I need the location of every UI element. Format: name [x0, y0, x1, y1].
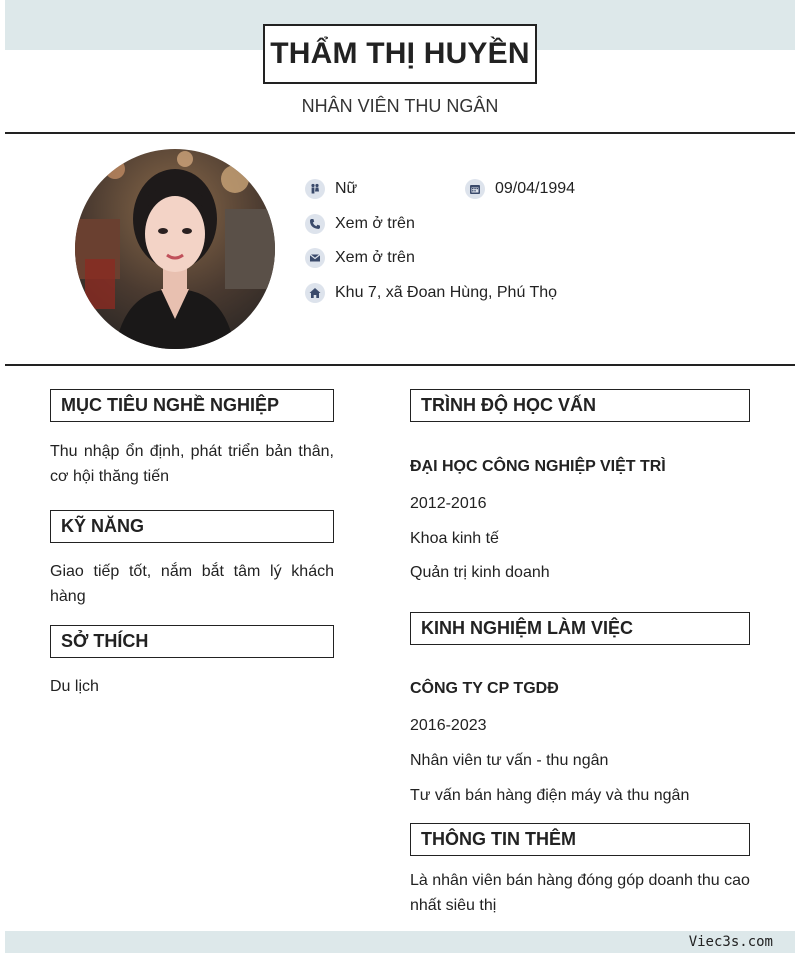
phone-value: Xem ở trên: [335, 215, 415, 232]
divider-top: [5, 132, 795, 134]
hobbies-text: Du lịch: [50, 678, 99, 695]
job-title: NHÂN VIÊN THU NGÂN: [301, 96, 499, 116]
birthdate-value: 09/04/1994: [495, 180, 576, 197]
experience-company: CÔNG TY CP TGDĐ: [410, 680, 559, 697]
experience-heading: KINH NGHIỆM LÀM VIỆC: [410, 612, 750, 645]
skills-text: Giao tiếp tốt, nắm bắt tâm lý khách hàng: [50, 563, 334, 605]
education-major: Quản trị kinh doanh: [410, 564, 550, 581]
objective-text: Thu nhập ổn định, phát triển bản thân, cơ hội thăng tiến: [50, 443, 334, 485]
email-row: [305, 248, 415, 268]
skills-heading: KỸ NĂNG: [50, 510, 334, 543]
email-value: Xem ở trên: [335, 249, 415, 266]
additional-heading: THÔNG TIN THÊM: [410, 823, 750, 856]
experience-description: Tư vấn bán hàng điện máy và thu ngân: [410, 787, 690, 804]
education-faculty: Khoa kinh tế: [410, 530, 499, 547]
candidate-name: THẨM THỊ HUYỀN: [263, 24, 537, 84]
phone-row: [305, 214, 415, 234]
gender-icon: [305, 179, 325, 199]
address-row: [305, 283, 557, 303]
hobbies-heading: SỞ THÍCH: [50, 625, 334, 658]
footer-band: [5, 931, 795, 953]
education-heading: TRÌNH ĐỘ HỌC VẤN: [410, 389, 750, 422]
avatar: [75, 149, 275, 349]
home-icon: [305, 283, 325, 303]
experience-period: 2016-2023: [410, 717, 487, 734]
phone-icon: [305, 214, 325, 234]
calendar-icon: [465, 179, 485, 199]
experience-role: Nhân viên tư vấn - thu ngân: [410, 752, 609, 769]
profile-photo: [75, 149, 275, 349]
objective-heading: MỤC TIÊU NGHỀ NGHIỆP: [50, 389, 334, 422]
site-watermark: Viec3s.com: [688, 934, 773, 950]
gender-value: Nữ: [335, 180, 358, 197]
additional-text: Là nhân viên bán hàng đóng góp doanh thu cao nhất siêu thị: [410, 872, 750, 914]
address-value: Khu 7, xã Đoan Hùng, Phú Thọ: [335, 284, 558, 301]
email-icon: [305, 248, 325, 268]
birthdate-row: [465, 179, 575, 199]
divider-middle: [5, 364, 795, 366]
education-school: ĐẠI HỌC CÔNG NGHIỆP VIỆT TRÌ: [410, 458, 666, 475]
gender-row: [305, 179, 357, 199]
education-period: 2012-2016: [410, 495, 487, 512]
